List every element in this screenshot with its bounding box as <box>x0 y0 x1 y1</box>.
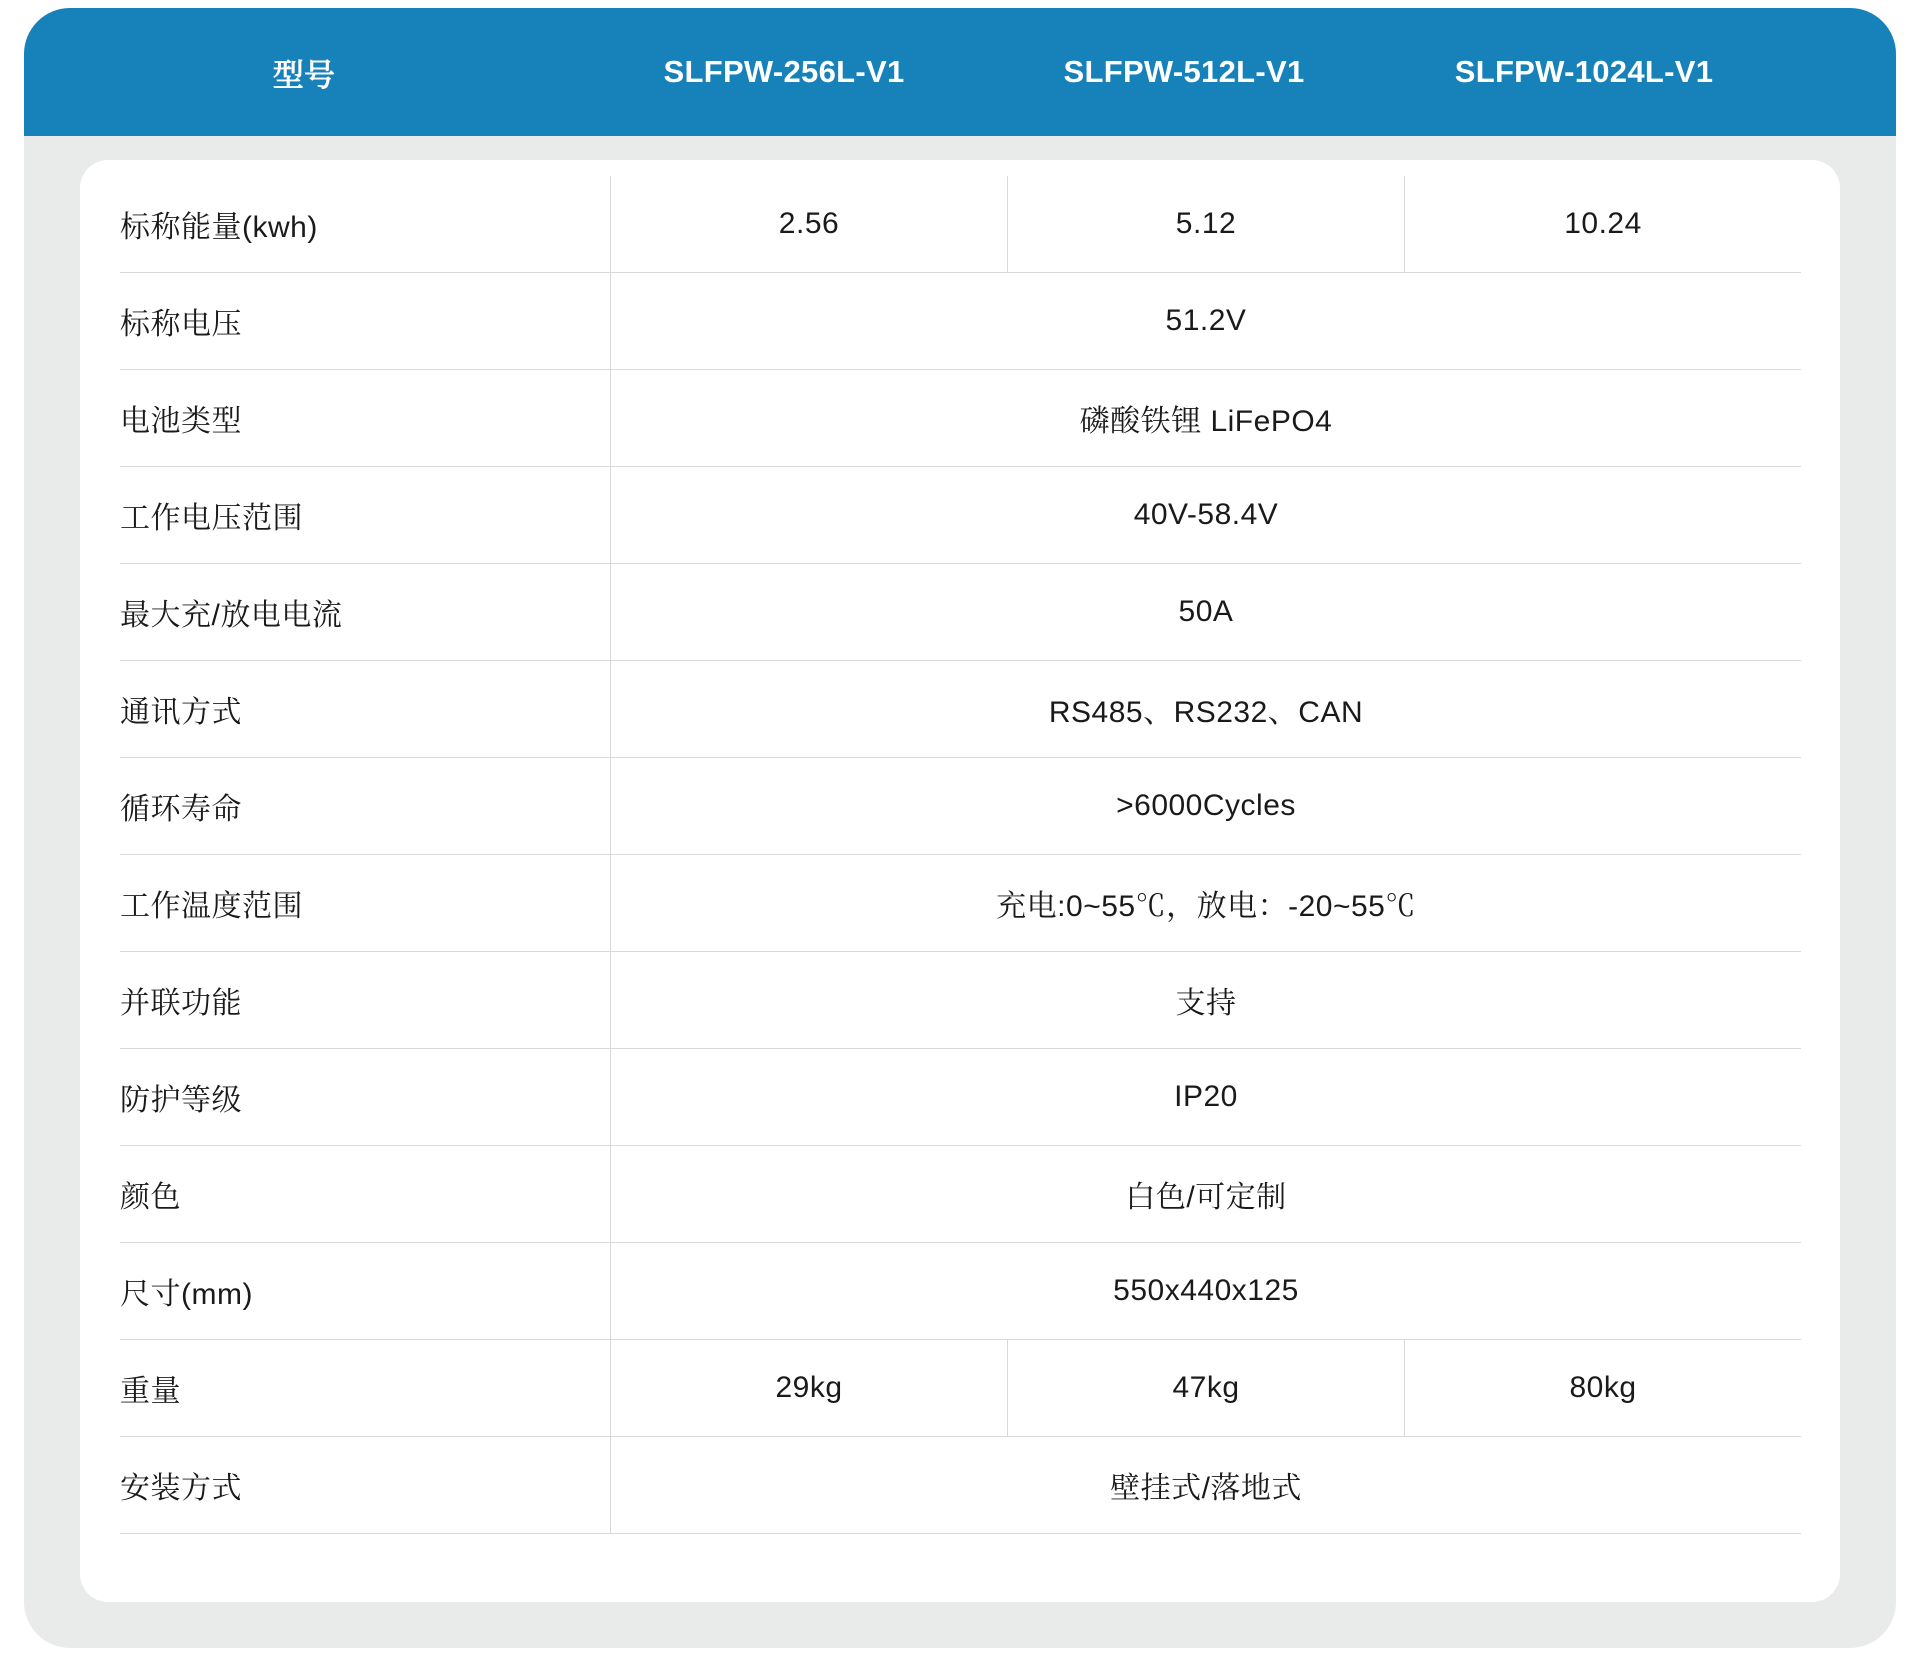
header-column-2: SLFPW-512L-V1 <box>1063 54 1305 89</box>
row-value-col2: 5.12 <box>1008 176 1405 273</box>
row-value-col3: 10.24 <box>1405 176 1802 273</box>
row-value-merged: 550x440x125 <box>611 1243 1802 1340</box>
row-value-merged: 白色/可定制 <box>611 1146 1802 1243</box>
row-label: 工作电压范围 <box>120 467 611 564</box>
row-value-merged: 支持 <box>611 952 1802 1049</box>
row-value-merged: >6000Cycles <box>611 758 1802 855</box>
table-row <box>120 1146 1801 1243</box>
row-value-merged: 磷酸铁锂 LiFePO4 <box>611 370 1802 467</box>
table-row <box>120 1243 1801 1340</box>
row-value-col1: 29kg <box>611 1340 1008 1437</box>
row-label: 颜色 <box>120 1146 611 1243</box>
row-value-merged: 充电:0~55℃，放电：-20~55℃ <box>611 855 1802 952</box>
specifications-table <box>120 176 1801 1534</box>
table-row <box>120 952 1801 1049</box>
table-row <box>120 1340 1801 1437</box>
row-value-merged: IP20 <box>611 1049 1802 1146</box>
table-row <box>120 758 1801 855</box>
row-label: 电池类型 <box>120 370 611 467</box>
row-label: 尺寸(mm) <box>120 1243 611 1340</box>
header-column-1: SLFPW-256L-V1 <box>663 54 905 89</box>
header-column-3: SLFPW-1024L-V1 <box>1454 54 1714 89</box>
row-label: 标称能量(kwh) <box>120 176 611 273</box>
row-value-col3: 80kg <box>1405 1340 1802 1437</box>
row-label: 最大充/放电电流 <box>120 564 611 661</box>
row-label: 循环寿命 <box>120 758 611 855</box>
table-row <box>120 273 1801 370</box>
specifications-body <box>120 176 1801 1534</box>
table-header-row <box>24 8 1896 136</box>
row-label: 并联功能 <box>120 952 611 1049</box>
row-value-merged: 40V-58.4V <box>611 467 1802 564</box>
row-value-merged: RS485、RS232、CAN <box>611 661 1802 758</box>
table-row <box>120 1049 1801 1146</box>
row-label: 工作温度范围 <box>120 855 611 952</box>
row-value-merged: 壁挂式/落地式 <box>611 1437 1802 1534</box>
row-value-merged: 51.2V <box>611 273 1802 370</box>
table-row <box>120 467 1801 564</box>
row-label: 通讯方式 <box>120 661 611 758</box>
row-label: 防护等级 <box>120 1049 611 1146</box>
row-label: 安装方式 <box>120 1437 611 1534</box>
table-row <box>120 661 1801 758</box>
table-row <box>120 176 1801 273</box>
table-row <box>120 1437 1801 1534</box>
table-header-band <box>24 8 1896 136</box>
table-row <box>120 370 1801 467</box>
row-label: 重量 <box>120 1340 611 1437</box>
table-row <box>120 564 1801 661</box>
row-value-col1: 2.56 <box>611 176 1008 273</box>
row-label: 标称电压 <box>120 273 611 370</box>
row-value-col2: 47kg <box>1008 1340 1405 1437</box>
header-model-label: 型号 <box>272 57 336 93</box>
row-value-merged: 50A <box>611 564 1802 661</box>
table-row <box>120 855 1801 952</box>
